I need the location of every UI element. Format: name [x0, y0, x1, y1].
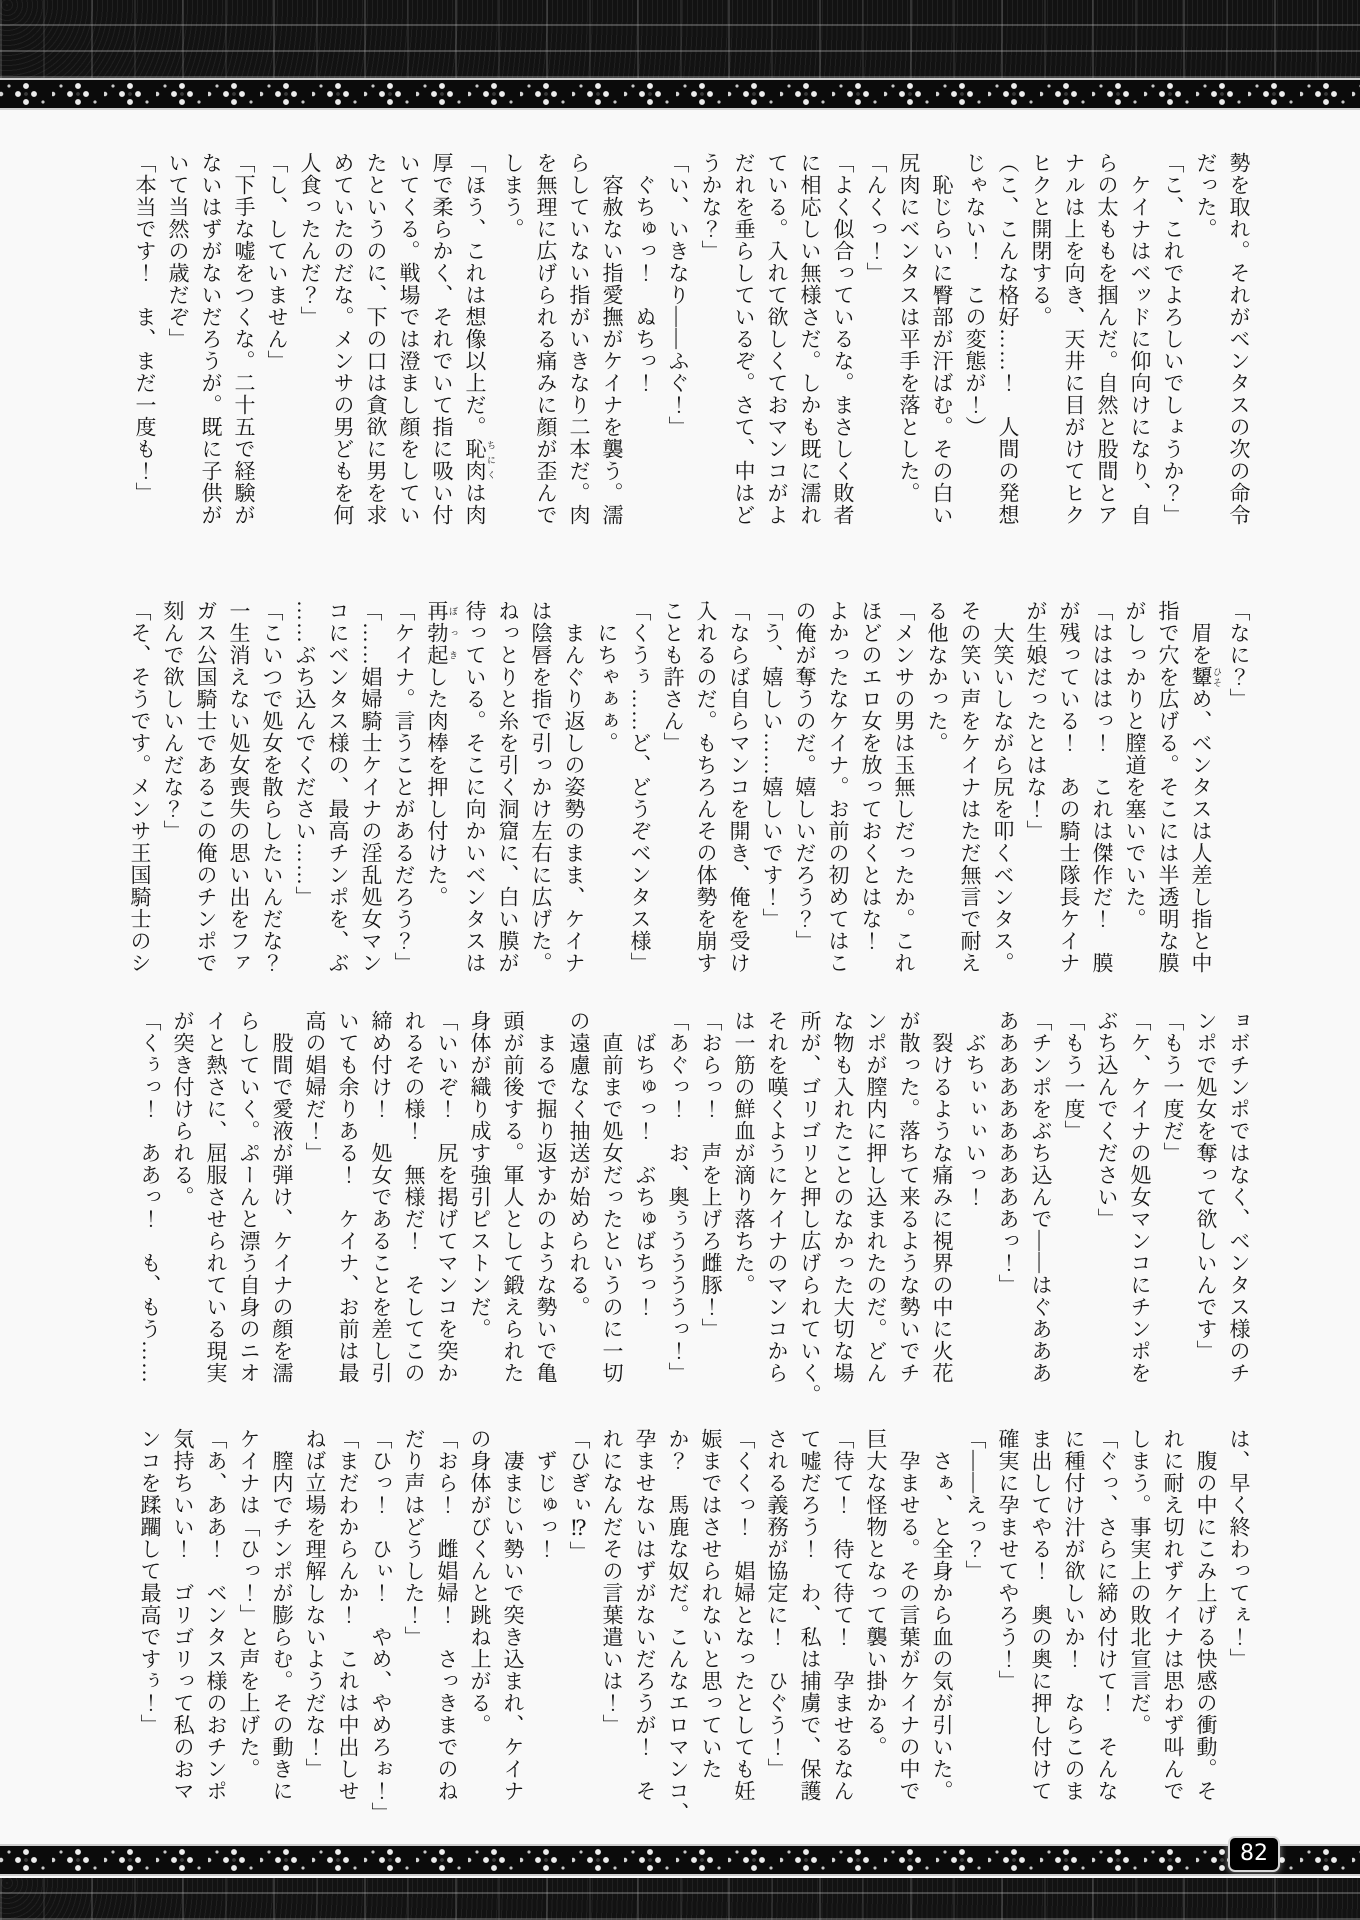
text-line: 身体が織り成す強引ピストンだ。 — [468, 1010, 492, 1340]
text-line: らしていない指がいきなり二本だ。肉 — [567, 152, 591, 526]
text-line: ぐちゅっ！ ぬちっ！ — [633, 152, 657, 394]
text-line: 股間で愛液が弾け、ケイナの顔を濡 — [270, 1010, 294, 1384]
text-line: めていたのだな。メンサの男どもを何 — [331, 152, 355, 526]
text-line: 裂けるような痛みに視界の中に火花 — [930, 1010, 954, 1384]
text-line: を無理に広げられる痛みに顔が歪んで — [534, 152, 558, 526]
text-line: な物も入れたことのなかった大切な場 — [831, 1010, 855, 1384]
top-brick-texture — [0, 0, 1360, 78]
text-line: 娠まではさせられないと思っていた — [699, 1428, 723, 1780]
text-line: 「し、していません」 — [265, 152, 289, 372]
text-line: ケイナはベッドに仰向けになり、自 — [1128, 152, 1152, 526]
text-line: じゃない！ この変態が！） — [963, 152, 987, 438]
text-line: コにベンタス様の、最高チンポを、ぶ — [326, 600, 350, 974]
text-line: 「あ、ああ！ ベンタス様のおチンポ — [204, 1428, 228, 1802]
text-line: が散った。落ちて来るような勢いでチ — [897, 1010, 921, 1384]
text-band-2 — [115, 600, 1255, 995]
text-line: だり声はどうした！」 — [402, 1428, 426, 1648]
bottom-brick-texture — [0, 1878, 1360, 1920]
text-line: る他なかった。 — [925, 600, 949, 754]
text-line: 「そ、そうです。メンサ王国騎士のシ — [128, 600, 152, 974]
text-line: 孕ませないはずがないだろうが！ そ — [633, 1428, 657, 1802]
text-line: ないはずがないだろうが。既に子供が — [199, 152, 223, 526]
text-line: だった。 — [1194, 152, 1218, 240]
text-line: が残っている！ あの騎士隊長ケイナ — [1057, 600, 1081, 974]
text-line: 入れるのだ。もちろんその体勢を崩す — [694, 600, 718, 974]
text-line: ばちゅっ！ ぶちゅばちっ！ — [633, 1010, 657, 1318]
text-line: 「まだわからんか！ これは中出しせ — [336, 1428, 360, 1802]
text-line: 刻んで欲しいんだな？」 — [161, 600, 185, 842]
text-line: 「ひぎぃ⁉」 — [567, 1428, 591, 1563]
text-line: 「こいつで処女を散らしたいんだな？ — [260, 600, 284, 974]
text-line: らの太ももを掴んだ。自然と股間とア — [1095, 152, 1119, 526]
page-number-plaque — [1228, 1836, 1280, 1872]
text-line: 「メンサの男は玉無しだったか。これ — [892, 600, 916, 974]
text-line: 「ならば自らマンコを開き、俺を受け — [727, 600, 751, 974]
text-line: ョボチンポではなく、ベンタス様のチ — [1227, 1010, 1251, 1384]
text-line: 「こ、これでよろしいでしょうか？」 — [1161, 152, 1185, 526]
text-line: 「チンポをぶち込んで——はぐあああ — [1029, 1010, 1053, 1384]
text-line: 凄まじい勢いで突き込まれ、ケイナ — [501, 1428, 525, 1802]
text-line: 「いいぞ！ 尻を掲げてマンコを突か — [435, 1010, 459, 1384]
text-line: の遠慮なく抽送が始められる。 — [567, 1010, 591, 1318]
text-line: 「よく似合っているな。まさしく敗者 — [831, 152, 855, 526]
text-line: ねば立場を理解しないようだな！」 — [303, 1428, 327, 1780]
text-line: 勢を取れ。それがベンタスの次の命令 — [1227, 152, 1251, 526]
text-line: ぶちぃぃぃいっ！ — [963, 1010, 987, 1208]
text-line: 「——えっ？」 — [963, 1428, 987, 1582]
text-line: 待っている。そこに向かいベンタスは — [463, 600, 487, 974]
text-line: ま出してやる！ 奥の奥に押し付けて — [1029, 1428, 1053, 1802]
text-line: 所が、ゴリゴリと押し広げられていく。 — [798, 1010, 822, 1406]
text-line: 気持ちいい！ ゴリゴリって私のおマ — [171, 1428, 195, 1802]
text-line: 大笑いしながら尻を叩くベンタス。 — [991, 600, 1015, 974]
text-line: 「ひっ！ ひぃ！ やめ、やめろぉ！」 — [369, 1428, 393, 1824]
text-line: 指で穴を広げる。そこには半透明な膜 — [1156, 600, 1180, 974]
text-line: 巨大な怪物となって襲い掛かる。 — [864, 1428, 888, 1758]
text-line: だれを垂らしているぞ。さて、中はど — [732, 152, 756, 526]
text-line: うかな？」 — [699, 152, 723, 262]
text-line: か？ 馬鹿な奴だ。こんなエロマンコ、 — [666, 1428, 690, 1824]
page-number: 82 — [1240, 1841, 1268, 1866]
text-line: ことも許さん」 — [661, 600, 685, 754]
text-line: れるその様！ 無様だ！ そしてこの — [402, 1010, 426, 1384]
text-line: しまう。 — [501, 152, 525, 240]
text-line: イと熱さに、屈服させられている現実 — [204, 1010, 228, 1384]
text-line: 「んくっ！」 — [864, 152, 888, 284]
text-line: 「……娼婦騎士ケイナの淫乱処女マン — [359, 600, 383, 974]
text-line: 直前まで処女だったというのに一切 — [600, 1010, 624, 1384]
text-line: ガス公国騎士であるこの俺のチンポで — [194, 600, 218, 974]
text-line: にちゃぁぁ。 — [595, 600, 619, 754]
text-line: 厚で柔らかく、それでいて指に吸い付 — [430, 152, 454, 526]
text-line: 「もう一度だ」 — [1161, 1010, 1185, 1164]
text-line: ねっとりと糸を引く洞窟に、白い膜が — [496, 600, 520, 974]
text-line: しまう。事実上の敗北宣言だ。 — [1128, 1428, 1152, 1736]
text-line: たというのに、下の口は貪欲に男を求 — [364, 152, 388, 526]
bottom-floral-border — [0, 1841, 1360, 1876]
text-line: よかったなケイナ。お前の初めてはこ — [826, 600, 850, 974]
text-line: 「い、いきなり——ふぐ！」 — [666, 152, 690, 438]
text-line: 「くくっ！ 娼婦となったとしても妊 — [732, 1428, 756, 1802]
text-line: は陰唇を指で引っかけ左右に広げた。 — [529, 600, 553, 974]
text-line: 人食ったんだ？」 — [298, 152, 322, 328]
text-line: 尻肉にベンタスは平手を落とした。 — [897, 152, 921, 504]
text-line: れに耐え切れずケイナは思わず叫んで — [1161, 1428, 1185, 1802]
text-line: ケイナは「ひっ！」と声を上げた。 — [237, 1428, 261, 1780]
text-line: ぶち込んでください」 — [1095, 1010, 1119, 1230]
text-line: 「おら！ 雌娼婦！ さっきまでのね — [435, 1428, 459, 1802]
text-line: それを嘆くようにケイナのマンコから — [765, 1010, 789, 1384]
text-line: が突き付けられる。 — [171, 1010, 195, 1208]
text-line: 「あぐっ！ お、奥ぅううううっ！」 — [666, 1010, 690, 1384]
text-line: 頭が前後する。軍人として鍛えられた — [501, 1010, 525, 1384]
text-line: れになんだその言葉遣いは！」 — [600, 1428, 624, 1736]
text-line: 高の娼婦だ！」 — [303, 1010, 327, 1164]
text-band-4 — [115, 1428, 1255, 1823]
text-line: 「ケイナ。言うことがあるだろう？」 — [392, 600, 416, 974]
text-line: がしっかりと膣道を塞いでいた。 — [1123, 600, 1147, 930]
text-line: 「ぐっ、さらに締め付けて！ そんな — [1095, 1428, 1119, 1802]
text-line: 「なに？」 — [1227, 600, 1251, 710]
text-line: ている。入れて欲しくておマンコがよ — [765, 152, 789, 526]
text-line: 再勃起 ぼっきした肉棒を押し付けた。 — [425, 600, 458, 908]
text-line: ンコを蹂躙して最高ですぅ！」 — [138, 1428, 162, 1736]
text-line: の俺が奪うのだ。嬉しいだろう？」 — [793, 600, 817, 952]
text-line: いても余りある！ ケイナ、お前は最 — [336, 1010, 360, 1384]
text-line: 確実に孕ませてやろう！」 — [996, 1428, 1020, 1692]
text-line: 孕ませる。その言葉がケイナの中で — [897, 1428, 921, 1802]
text-line: ンポで処女を奪って欲しいんです」 — [1194, 1010, 1218, 1362]
top-floral-border — [0, 78, 1360, 110]
text-line: 一生消えない処女喪失の思い出をファ — [227, 600, 251, 974]
text-line: 「ほう、これは想像以上だ。恥肉 ちにくは肉 — [463, 152, 496, 526]
text-line: ……ぶち込んでください……」 — [293, 600, 317, 908]
text-line: いて当然の歳だぞ」 — [166, 152, 190, 350]
text-line: される義務が協定に！ ひぐう！」 — [765, 1428, 789, 1780]
text-line: ナルは上を向き、天井に目がけてヒク — [1062, 152, 1086, 526]
text-line: 膣内でチンポが膨らむ。その動きに — [270, 1428, 294, 1802]
text-line: に種付け汁が欲しいか！ ならこのま — [1062, 1428, 1086, 1802]
text-line: 「ははははっ！ これは傑作だ！ 膜 — [1090, 600, 1114, 974]
text-line: 「ケ、ケイナの処女マンコにチンポを — [1128, 1010, 1152, 1384]
text-line: に相応しい無様さだ。しかも既に濡れ — [798, 152, 822, 526]
text-line: 「もう一度」 — [1062, 1010, 1086, 1142]
text-line: ほどのエロ女を放っておくとはな！ — [859, 600, 883, 952]
text-line: いてくる。戦場では澄まし顔をしてい — [397, 152, 421, 526]
text-line: 「本当です！ ま、まだ一度も！」 — [133, 152, 157, 504]
text-line: さぁ、と全身から血の気が引いた。 — [930, 1428, 954, 1802]
text-line: は、早く終わってぇ！」 — [1227, 1428, 1251, 1670]
text-line: ずじゅっ！ — [534, 1428, 558, 1560]
text-line: 「くうぅ……ど、どうぞベンタス様」 — [628, 600, 652, 974]
text-line: 「くぅっ！ ああっ！ も、もう…… — [138, 1010, 162, 1384]
text-line: 容赦ない指愛撫がケイナを襲う。濡 — [600, 152, 624, 526]
text-line: まるで掘り返すかのような勢いで亀 — [534, 1010, 558, 1384]
text-line: その笑い声をケイナはただ無言で耐え — [958, 600, 982, 974]
text-line: らしていく。ぷーんと漂う自身のニオ — [237, 1010, 261, 1384]
text-band-1 — [115, 152, 1255, 547]
text-line: て嘘だろう！ わ、私は捕虜で、保護 — [798, 1428, 822, 1802]
text-line: 眉を顰 ひそめ、ベンタスは人差し指と中 — [1189, 600, 1222, 974]
text-line: 締め付け！ 処女であることを差し引 — [369, 1010, 393, 1384]
text-line: ンポが膣内に押し込まれたのだ。どん — [864, 1010, 888, 1384]
text-line: （こ、こんな格好……！ 人間の発想 — [996, 152, 1020, 526]
text-line: 「下手な嘘をつくな。二十五で経験が — [232, 152, 256, 526]
text-line: 「う、嬉しい……嬉しいです！」 — [760, 600, 784, 930]
text-line: の身体がびくんと跳ね上がる。 — [468, 1428, 492, 1736]
text-band-3 — [115, 1010, 1255, 1405]
text-line: 恥じらいに臀部が汗ばむ。その白い — [930, 152, 954, 526]
text-line: まんぐり返しの姿勢のまま、ケイナ — [562, 600, 586, 974]
text-line: 「おらっ！ 声を上げろ雌豚！」 — [699, 1010, 723, 1340]
text-line: ああああああああああっ！」 — [996, 1010, 1020, 1296]
text-line: ヒクと開閉する。 — [1029, 152, 1053, 328]
text-line: は一筋の鮮血が滴り落ちた。 — [732, 1010, 756, 1296]
text-line: 「待て！ 待て待て！ 孕ませるなん — [831, 1428, 855, 1802]
text-line: 腹の中にこみ上げる快感の衝動。そ — [1194, 1428, 1218, 1802]
text-line: が生娘だったとはな！」 — [1024, 600, 1048, 842]
